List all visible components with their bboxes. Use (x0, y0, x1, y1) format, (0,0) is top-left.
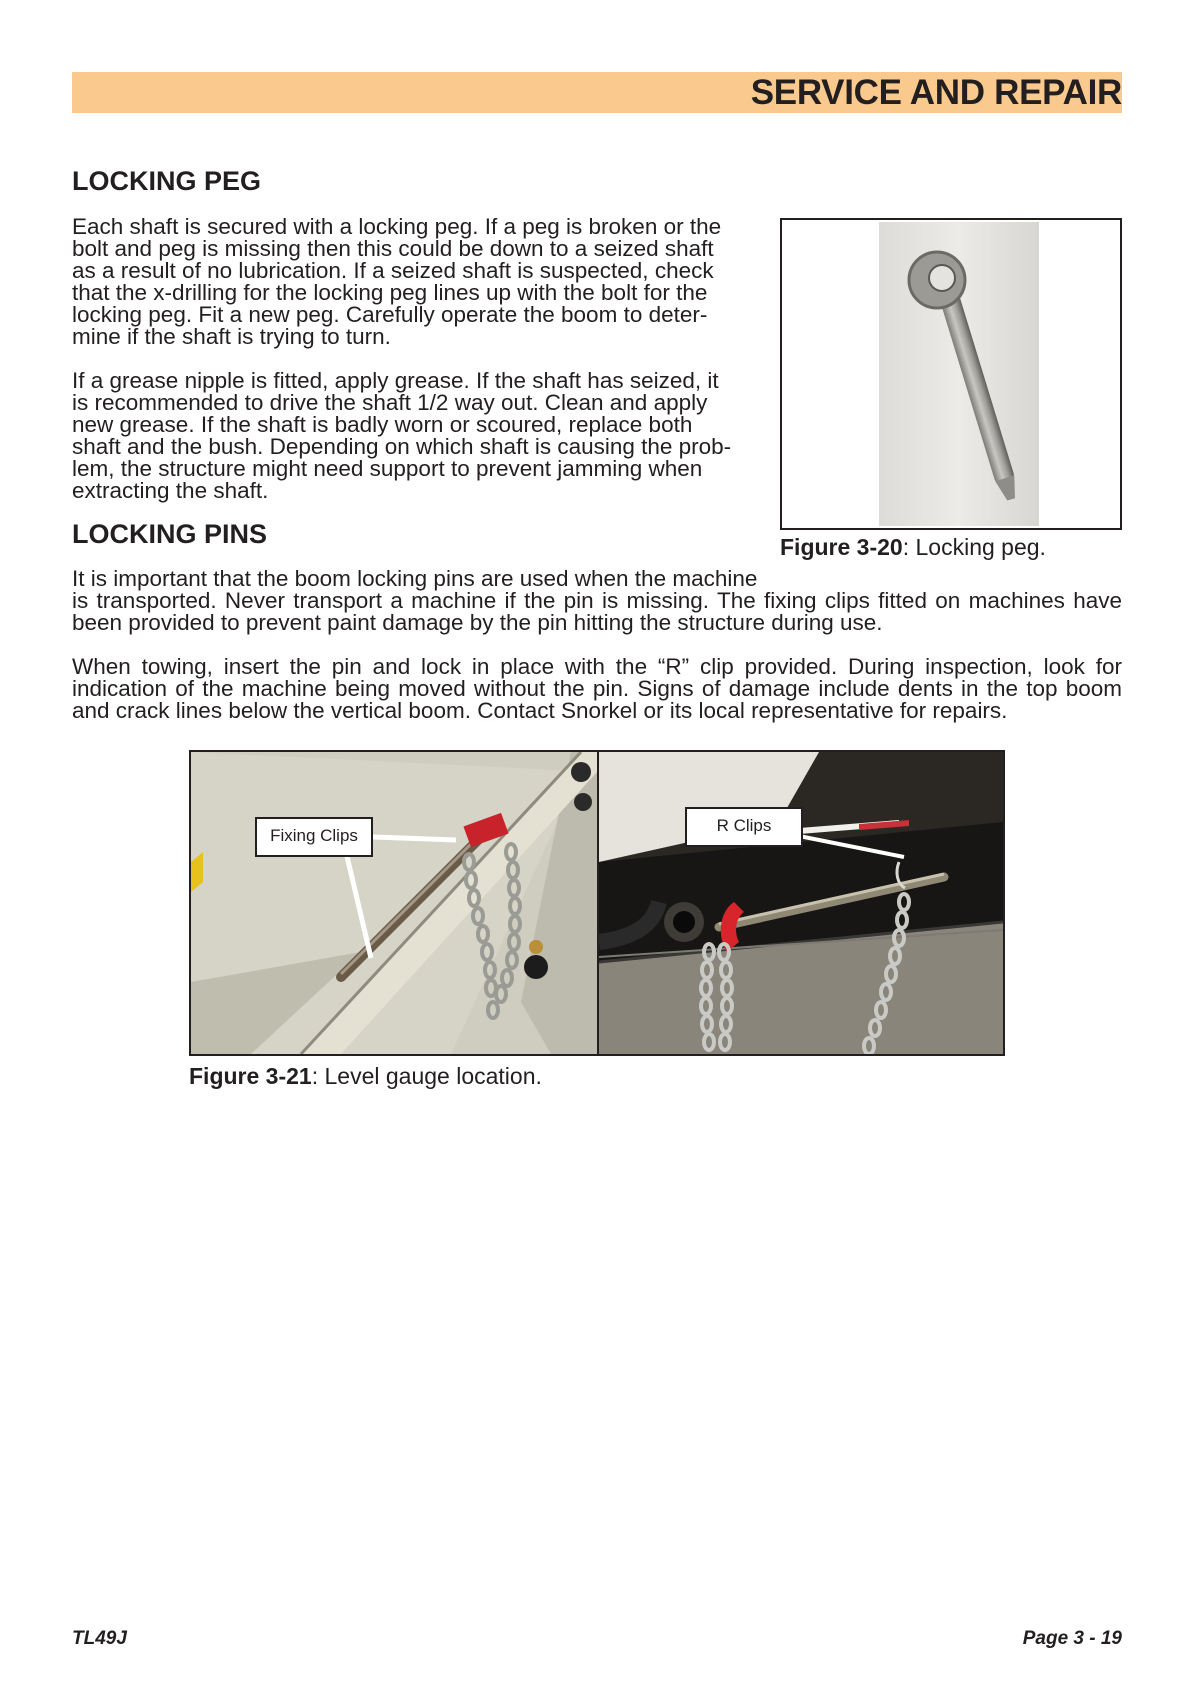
locking-peg-paragraph-1 (72, 216, 772, 348)
locking-pins-paragraph-2 (72, 656, 1122, 722)
text-line: new grease. If the shaft is badly worn or scoured, replace both (72, 412, 693, 437)
text-line: is recommended to drive the shaft 1/2 way out. Clean and apply (72, 390, 708, 415)
footer-model: TL49J (72, 1628, 127, 1649)
text-line: lem, the structure might need support to prevent jamming when (72, 456, 703, 481)
locking-peg-heading: LOCKING PEG (72, 166, 262, 196)
figure-3-21-caption-text: : Level gauge location. (311, 1063, 542, 1089)
r-clips-photo (599, 752, 1003, 1054)
text-line: indication of the machine being moved without the pin. Signs of damage include dents in the top boom (72, 676, 1122, 701)
figure-3-20-label: Figure 3-20 (780, 534, 903, 560)
locking-pins-paragraph-1 (72, 568, 1122, 634)
r-clips-callout: R Clips (685, 807, 803, 847)
locking-pins-heading: LOCKING PINS (72, 519, 268, 549)
text-line: It is important that the boom locking pins are used when the machine (72, 566, 758, 591)
figure-3-20-caption-text: : Locking peg. (902, 534, 1046, 560)
text-line: that the x-drilling for the locking peg lines up with the bolt for the (72, 280, 708, 305)
fixing-clips-callout: Fixing Clips (255, 817, 373, 857)
text-line: mine if the shaft is trying to turn. (72, 324, 391, 349)
text-line: Each shaft is secured with a locking peg. If a peg is broken or the (72, 214, 722, 239)
text-line: shaft and the bush. Depending on which shaft is causing the prob- (72, 434, 732, 459)
text-line: as a result of no lubrication. If a seized shaft is suspected, check (72, 258, 714, 283)
locking-peg-photo (782, 220, 1120, 528)
figure-3-20-frame (780, 218, 1122, 530)
figure-3-20-caption (780, 534, 1046, 560)
page-title: SERVICE AND REPAIR (750, 73, 1122, 112)
text-line: locking peg. Fit a new peg. Carefully operate the boom to deter- (72, 302, 708, 327)
figure-3-21-caption (189, 1063, 542, 1089)
text-line: If a grease nipple is fitted, apply grease. If the shaft has seized, it (72, 368, 719, 393)
text-line: been provided to prevent paint damage by the pin hitting the structure during use. (72, 610, 883, 635)
fixing-clips-photo (191, 752, 597, 1054)
text-line: is transported. Never transport a machine if the pin is missing. The fixing clips fitted on machines have (72, 588, 1122, 613)
footer-page-number: Page 3 - 19 (1022, 1628, 1122, 1649)
text-line: extracting the shaft. (72, 478, 269, 503)
locking-peg-paragraph-2 (72, 370, 792, 502)
figure-3-21-frame (189, 750, 1005, 1056)
text-line: and crack lines below the vertical boom. Contact Snorkel or its local representative for repairs. (72, 698, 1008, 723)
text-line: bolt and peg is missing then this could be down to a seized shaft (72, 236, 714, 261)
figure-3-21-label: Figure 3-21 (189, 1063, 312, 1089)
text-line: When towing, insert the pin and lock in place with the “R” clip provided. During inspection, look for (72, 654, 1122, 679)
header-band (72, 72, 1122, 113)
